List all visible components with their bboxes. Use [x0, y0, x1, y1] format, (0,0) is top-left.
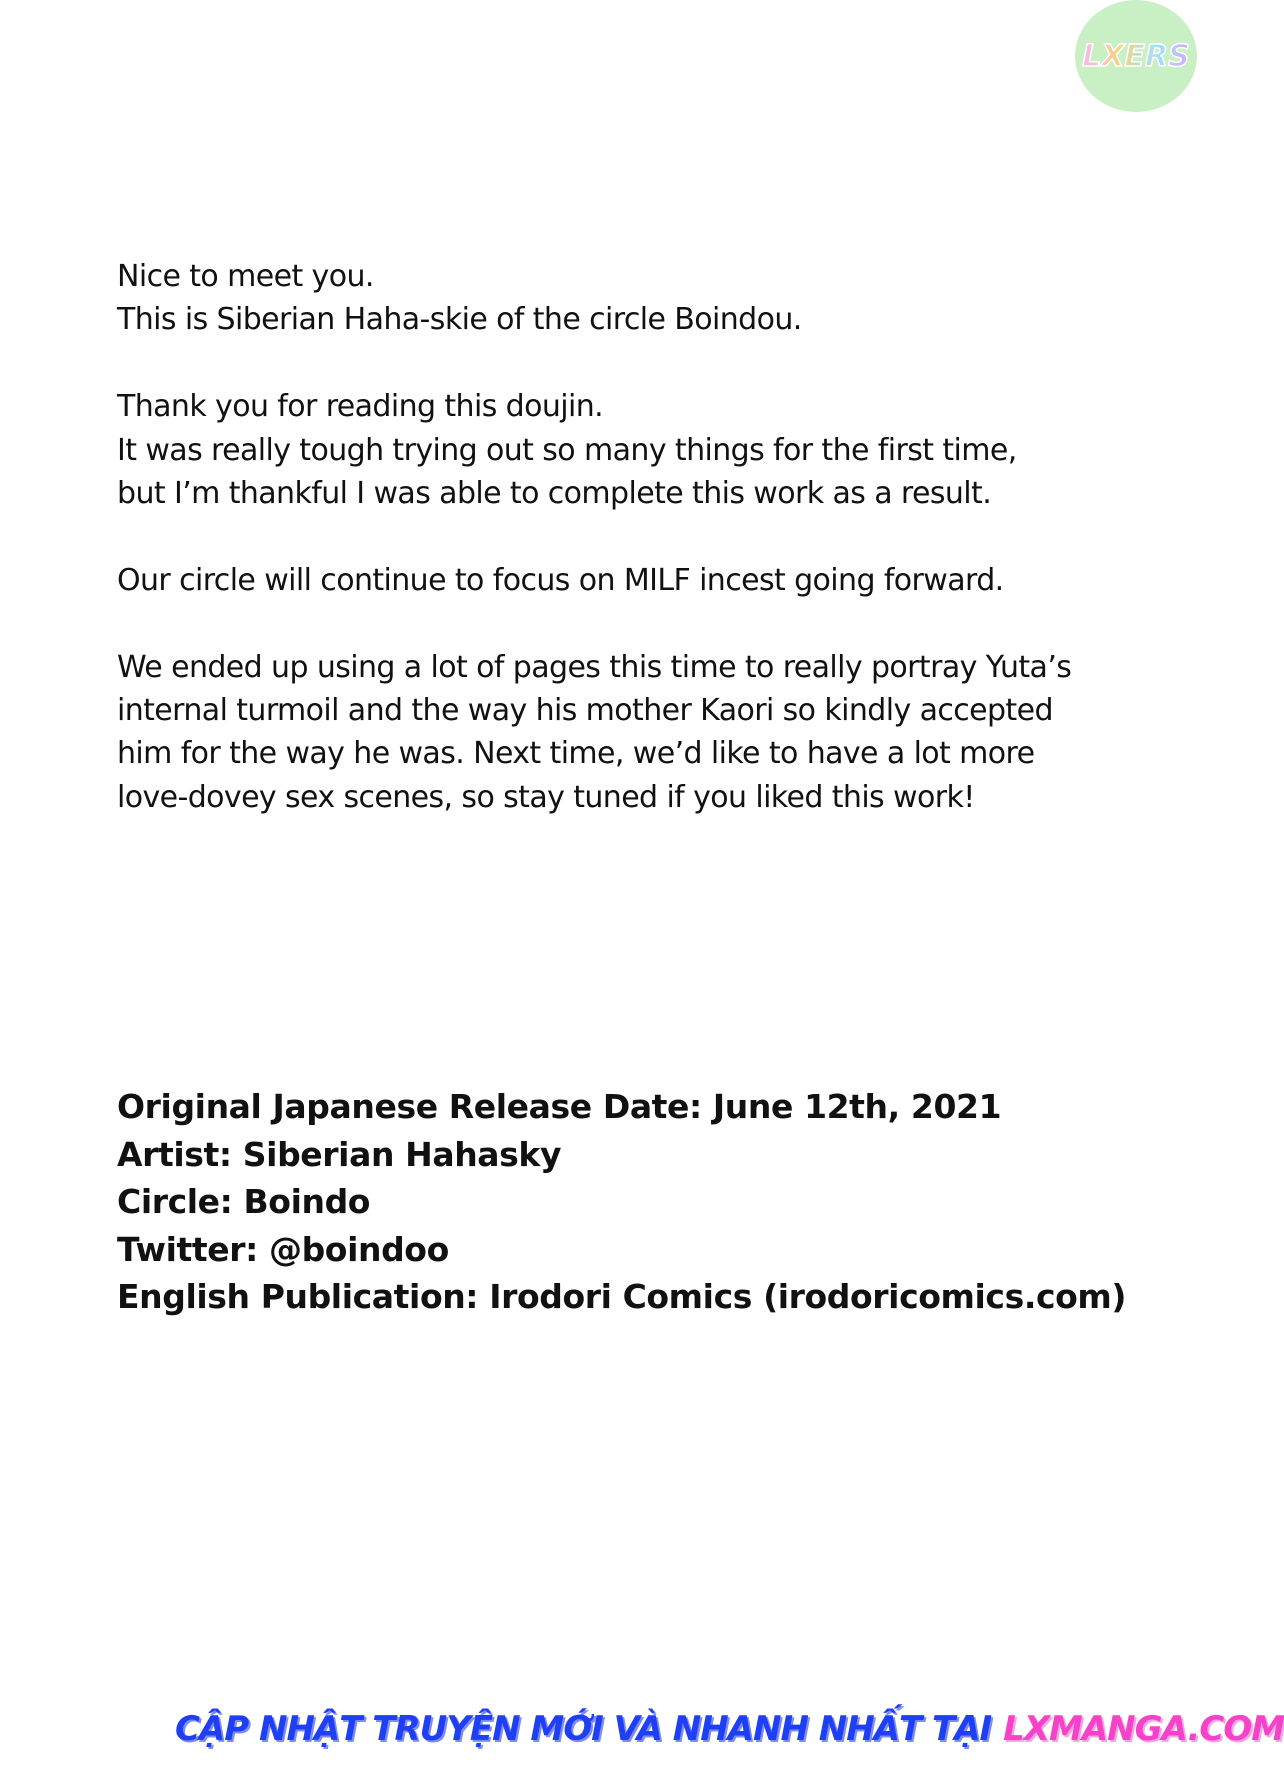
footer-site-link[interactable]: LXMANGA.COM — [1003, 1709, 1284, 1749]
credit-twitter: Twitter: @boindoo — [117, 1229, 449, 1269]
lxers-logo-text: LXERS — [1082, 39, 1190, 74]
lxers-logo-mark — [1080, 26, 1192, 86]
paragraph-focus — [117, 559, 1117, 602]
credit-release-date: Original Japanese Release Date: June 12th, 2021 — [117, 1087, 1002, 1126]
paragraph-thanks — [117, 385, 1117, 515]
letter-line: Nice to meet you. — [117, 259, 374, 294]
credit-artist: Artist: Siberian Hahasky — [117, 1134, 562, 1174]
footer-banner — [175, 1704, 1284, 1754]
paragraph-greeting — [117, 255, 1117, 342]
letter-line: him for the way he was. Next time, we’d like to have a lot more — [117, 736, 1035, 772]
paragraph-closing — [117, 646, 1117, 820]
credit-publication: English Publication: Irodori Comics (irodoricomics.com) — [117, 1277, 1127, 1316]
letter-line: This is Siberian Haha-skie of the circle Boindou. — [117, 302, 802, 338]
letter-line: Our circle will continue to focus on MILF incest going forward. — [117, 562, 1004, 598]
credit-circle: Circle: Boindo — [117, 1182, 371, 1221]
afterword-letter — [117, 255, 1117, 863]
lxers-logo — [1075, 0, 1197, 112]
letter-line: We ended up using a lot of pages this time to really portray Yuta’s — [117, 649, 1072, 685]
letter-line: internal turmoil and the way his mother Kaori so kindly accepted — [117, 693, 1053, 729]
letter-line: It was really tough trying out so many things for the first time, — [117, 432, 1017, 468]
footer-banner-text: CẬP NHẬT TRUYỆN MỚI VÀ NHANH NHẤT TẠI — [175, 1709, 992, 1749]
credits-block — [117, 1083, 1177, 1321]
letter-line: but I’m thankful I was able to complete this work as a result. — [117, 476, 992, 512]
letter-line: love-dovey sex scenes, so stay tuned if you liked this work! — [117, 779, 975, 815]
letter-line: Thank you for reading this doujin. — [117, 389, 604, 425]
